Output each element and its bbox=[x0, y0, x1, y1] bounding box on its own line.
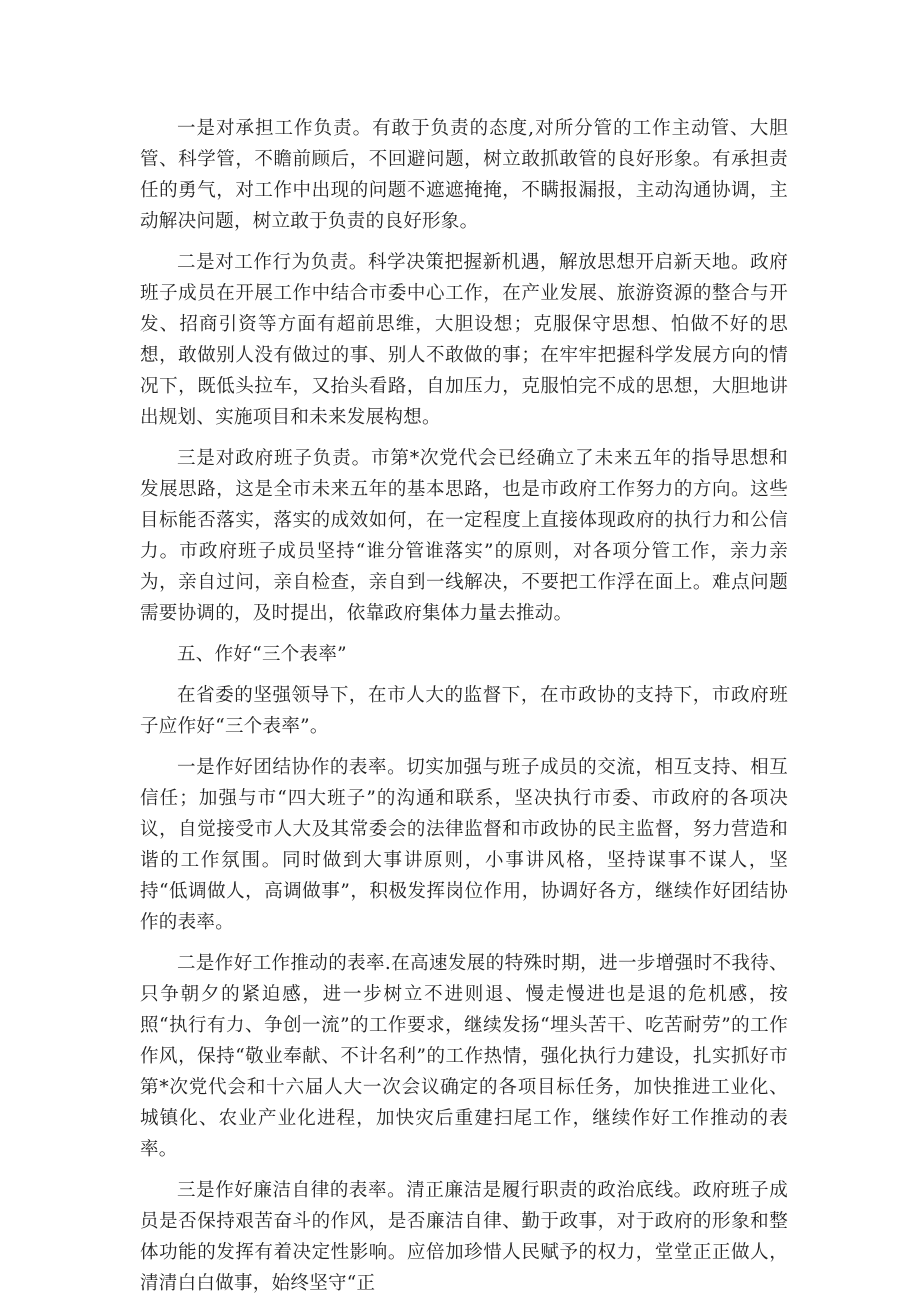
paragraph-responsibility-team: 三是对政府班子负责。市第*次党代会已经确立了未来五年的指导思想和发展思路，这是全市未来五年的基本思路，也是市政府工作努力的方向。这些目标能否落实，落实的成效如何，在一定程度上直接体现政府的执行力和公信力。市政府班子成员坚持“谁分管谁落实”的原则，对各项分管工作，亲力亲为，亲自过问，亲自检查，亲自到一线解决，不要把工作浮在面上。难点问题需要协调的，及时提出，依靠政府集体力量去推动。 bbox=[140, 448, 788, 624]
paragraph-integrity-self-discipline: 三是作好廉洁自律的表率。清正廉洁是履行职责的政治底线。政府班子成员是否保持艰苦奋斗的作风，是否廉洁自律、勤于政事，对于政府的形象和整体功能的发挥有着决定性影响。应倍加珍惜人民赋予的权力，堂堂正正做人，清清白白做事，始终坚守“正 bbox=[140, 1180, 788, 1294]
paragraph-work-promotion: 二是作好工作推动的表率.在高速发展的特殊时期，进一步增强时不我待、只争朝夕的紧迫感，进一步树立不进则退、慢走慢进也是退的危机感，按照“执行有力、争创一流”的工作要求，继续发扬“埋头苦干、吃苦耐劳”的工作作风，保持“敬业奉献、不计名利”的工作热情，强化执行力建设，扎实抓好市第*次党代会和十六届人大一次会议确定的各项目标任务，加快推进工业化、城镇化、农业产业化进程，加快灾后重建扫尾工作，继续作好工作推动的表率。 bbox=[140, 953, 788, 1160]
paragraph-unity-cooperation: 一是作好团结协作的表率。切实加强与班子成员的交流，相互支持、相互信任；加强与市“四大班子”的沟通和联系，坚决执行市委、市政府的各项决议，自觉接受市人大及其常委会的法律监督和市政协的民主监督，努力营造和谐的工作氛围。同时做到大事讲原则，小事讲风格，坚持谋事不谋人，坚持“低调做人，高调做事”，积极发挥岗位作用，协调好各方，继续作好团结协作的表率。 bbox=[140, 757, 788, 933]
paragraph-responsibility-behavior: 二是对工作行为负责。科学决策把握新机遇，解放思想开启新天地。政府班子成员在开展工作中结合市委中心工作，在产业发展、旅游资源的整合与开发、招商引资等方面有超前思维，大胆设想；克服保守思想、怕做不好的思想，敢做别人没有做过的事、别人不敢做的事；在牢牢把握科学发展方向的情况下，既低头拉车，又抬头看路，自加压力，克服怕完不成的思想，大胆地讲出规划、实施项目和未来发展构想。 bbox=[140, 252, 788, 428]
document-body bbox=[140, 113, 788, 1309]
section-heading-three-examples: 五、作好“三个表率” bbox=[177, 644, 347, 665]
paragraph-responsibility-work: 一是对承担工作负责。有敢于负责的态度,对所分管的工作主动管、大胆管、科学管，不瞻前顾后，不回避问题，树立敢抓敢管的良好形象。有承担责任的勇气，对工作中出现的问题不遮遮掩掩，不瞒报漏报，主动沟通协调，主动解决问题，树立敢于负责的良好形象。 bbox=[140, 118, 788, 232]
paragraph-intro-three-examples: 在省委的坚强领导下，在市人大的监督下，在市政协的支持下，市政府班子应作好“三个表率”。 bbox=[140, 685, 788, 737]
